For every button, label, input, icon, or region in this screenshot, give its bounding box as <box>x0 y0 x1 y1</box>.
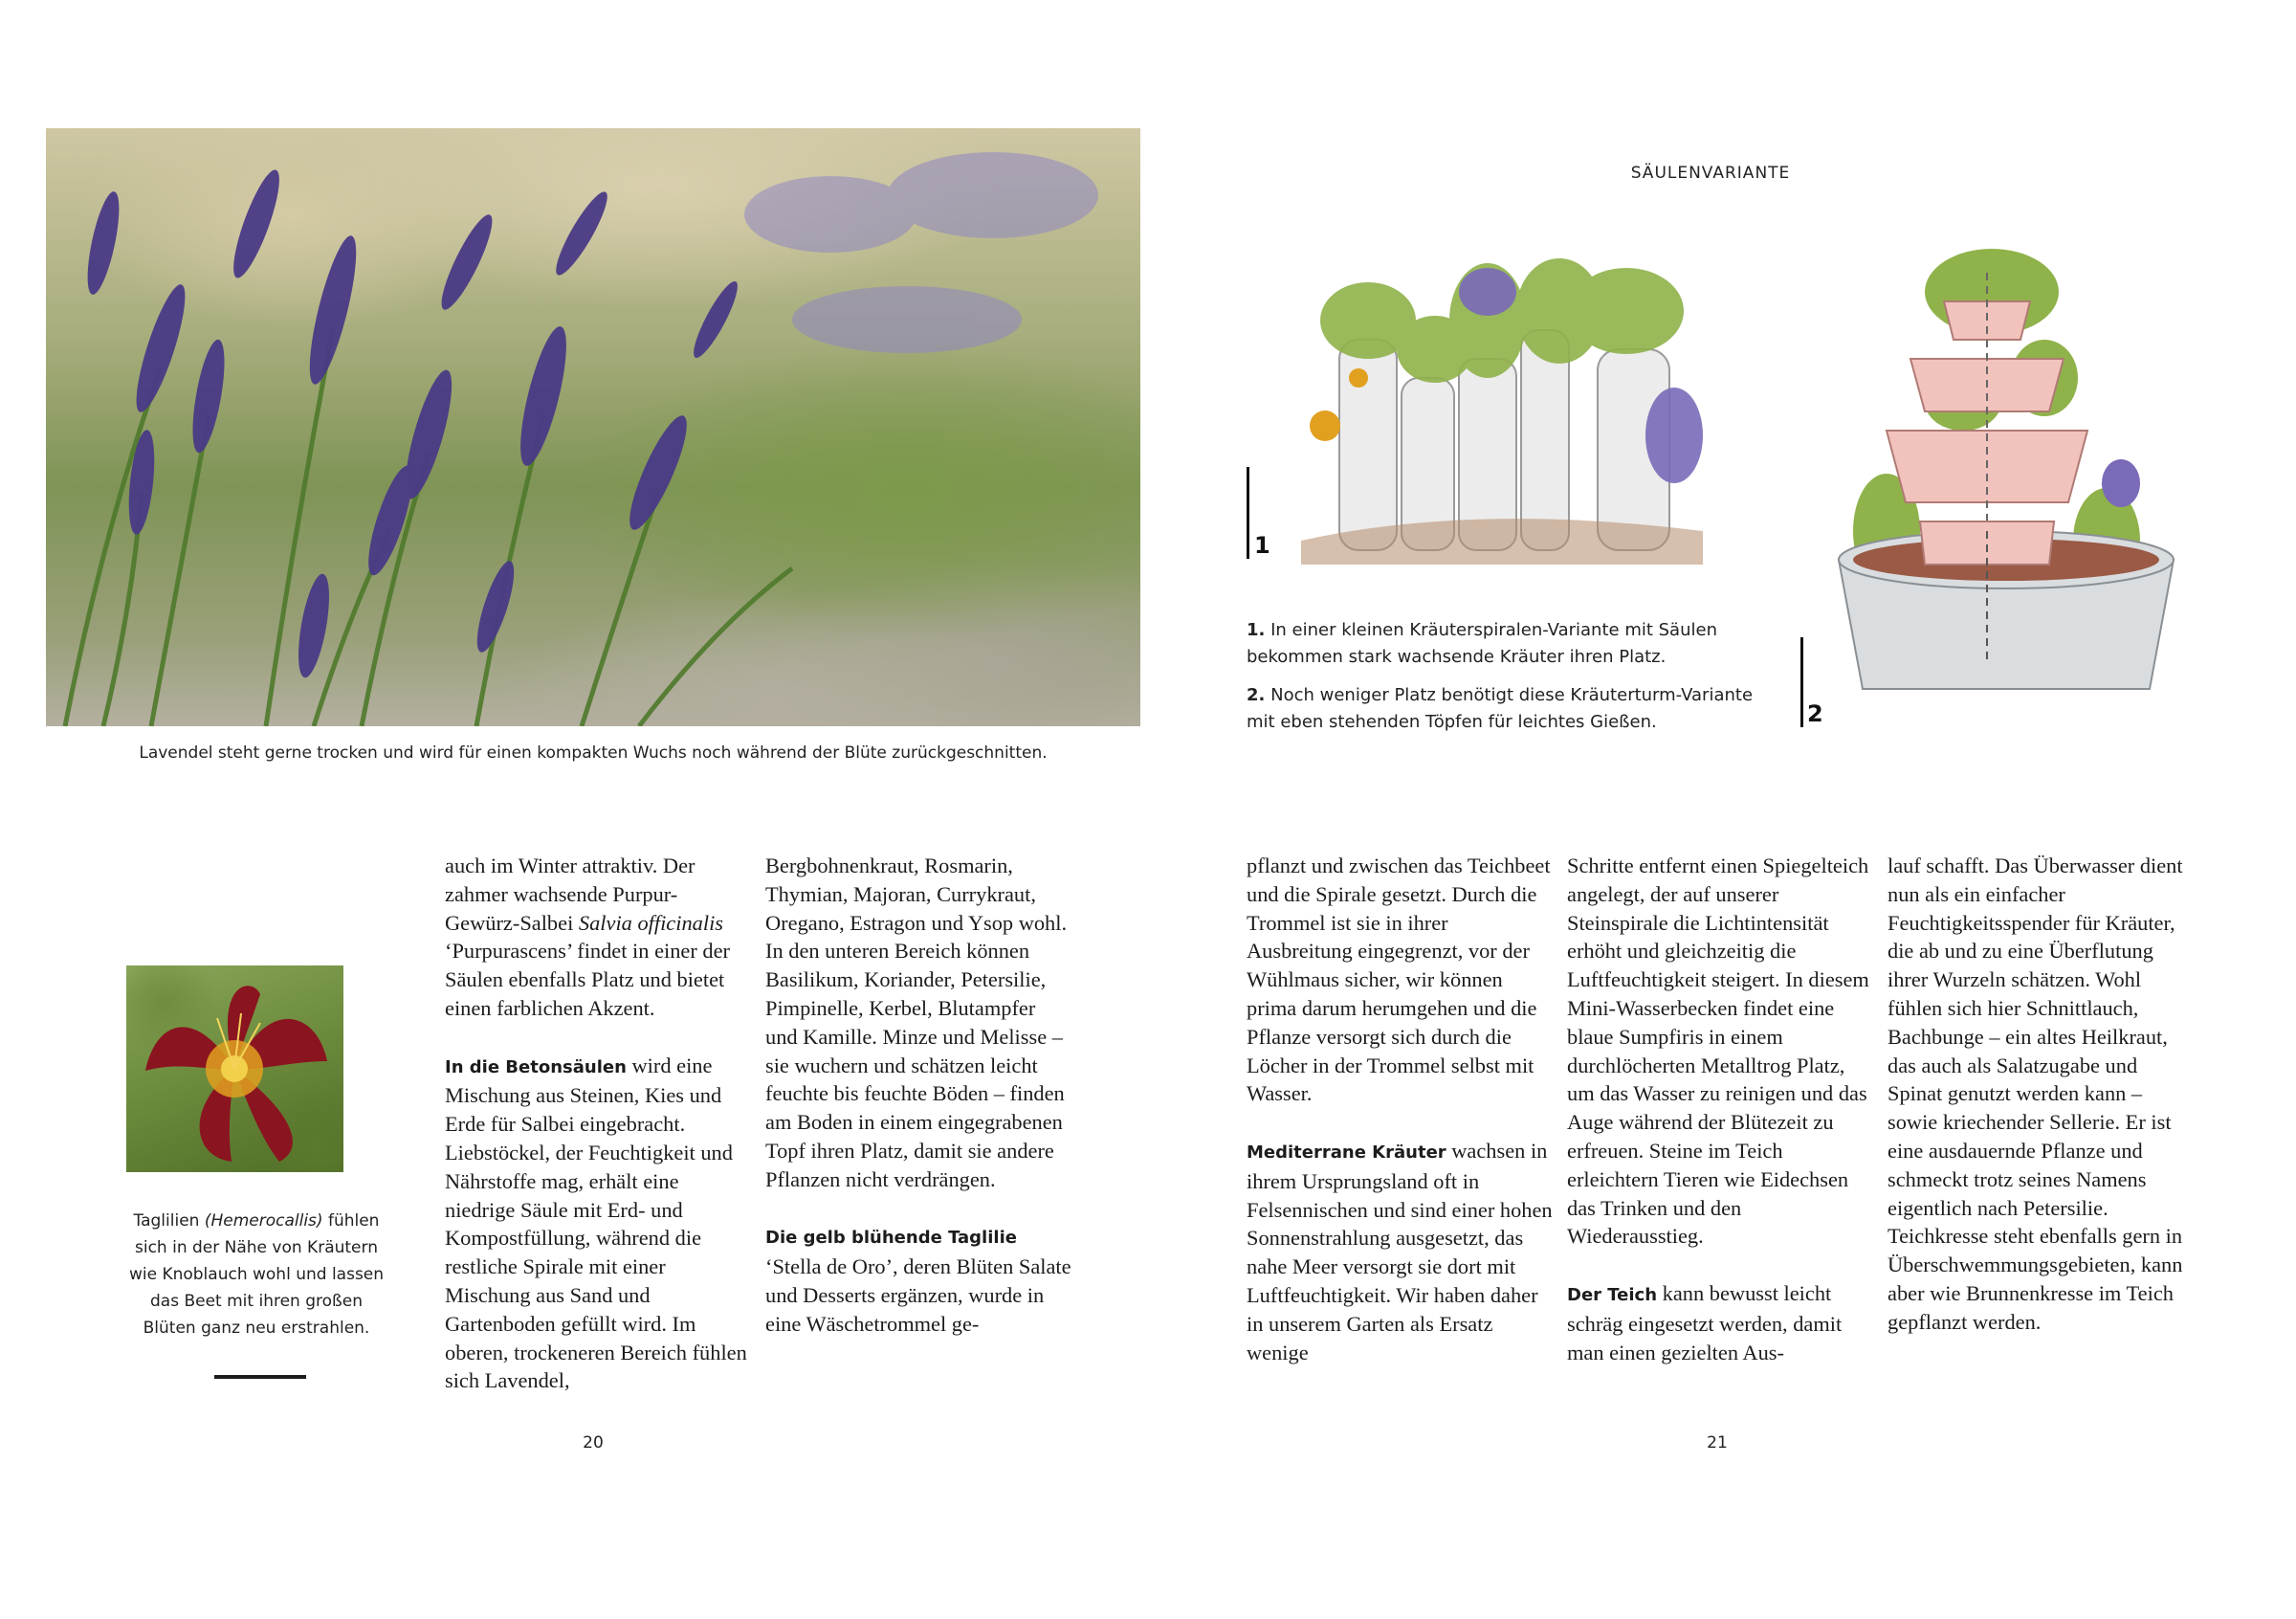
body-paragraph <box>1888 852 2194 1337</box>
left-column-1 <box>445 852 751 1395</box>
paragraph-text: Bergbohnenkraut, Rosmarin, Thymian, Majoran, Currykraut, Oregano, Estragon und Ysop wohl. In den unteren Bereich können Basilikum, Koriander, Petersilie, Pimpinelle, Kerbel, Blutampfer und Kamille. Minze und Melisse – sie wuchern und schätzen leicht feuchte bis feuchte Böden – finden am Boden in einem eingegrabenen Topf ihren Platz, damit sie andere Pflanzen nicht verdrängen. <box>765 854 1068 1191</box>
right-column-3 <box>1888 852 2194 1337</box>
body-paragraph <box>765 852 1071 1194</box>
body-paragraph <box>1247 1137 1553 1366</box>
marker-bar-1 <box>1247 467 1249 559</box>
paragraph-text: auch im Winter attraktiv. Der zahmer wachsende Purpur-Gewürz-Salbei <box>445 854 695 935</box>
left-column-2 <box>765 852 1071 1339</box>
legend-text-2: Noch weniger Platz benötigt diese Kräuterturm-Variante mit eben stehenden Töpfen für leichtes Gießen. <box>1247 685 1754 732</box>
daylily-caption-pre: Taglilien <box>133 1211 205 1231</box>
daylily-photo <box>126 965 343 1172</box>
caption-divider <box>214 1375 306 1379</box>
paragraph-lead: Der Teich <box>1567 1284 1658 1305</box>
paragraph-text: ‘Stella de Oro’, deren Blüten Salate und Desserts ergänzen, wurde in eine Wäschetrommel ge- <box>765 1254 1071 1336</box>
daylily-drawing <box>126 965 343 1172</box>
lavender-photo <box>46 128 1140 726</box>
daylily-caption-post: fühlen sich in der Nähe von Kräutern wie Knoblauch wohl und lassen das Beet mit ihren großen Blüten ganz neu erstrahlen. <box>128 1211 385 1338</box>
paragraph-lead: Mediterrane Kräuter <box>1247 1142 1446 1163</box>
paragraph-text: ‘Purpurascens’ findet in einer der Säulen ebenfalls Platz und bietet einen farblichen Akzent. <box>445 939 731 1020</box>
legend-num-1: 1. <box>1247 620 1266 640</box>
herb-tower-illustration <box>1829 244 2183 694</box>
latin-name: Salvia officinalis <box>578 910 724 935</box>
column-spiral-illustration <box>1282 234 1712 565</box>
marker-bar-2 <box>1800 637 1803 727</box>
lavender-photo-caption: Lavendel steht gerne trocken und wird für einen kompakten Wuchs noch während der Blüte zurückgeschnitten. <box>139 743 1048 763</box>
page-number-left: 20 <box>583 1433 604 1453</box>
paragraph-text: wachsen in ihrem Ursprungsland oft in Felsennischen und sind einer hohen Sonnenstrahlung ausgesetzt, das nahe Meer versorgt sie dort mit Luftfeuchtigkeit. Wir haben daher in unserem Garten als Ersatz wenige <box>1247 1138 1553 1364</box>
paragraph-text: Schritte entfernt einen Spiegelteich angelegt, der auf unserer Steinspirale die Lichtintensität erhöht und gleichzeitig die Luftfeuchtigkeit steigert. In diesem Mini-Wasserbecken findet eine blaue Sumpfiris in einem durchlöcherten Metalltrog Platz, um das Wasser zu reinigen und das Auge während der Blütezeit zu erfreuen. Steine im Teich erleichtern Tieren wie Eidechsen das Trinken und den Wiederausstieg. <box>1567 854 1869 1249</box>
paragraph-lead: In die Betonsäulen <box>445 1056 627 1077</box>
paragraph-lead: Die gelb blühende Taglilie <box>765 1228 1017 1249</box>
body-paragraph <box>445 1052 751 1396</box>
body-paragraph <box>1567 852 1873 1251</box>
marker-1: 1 <box>1254 532 1270 559</box>
body-paragraph <box>1567 1279 1873 1366</box>
daylily-caption-latin: (Hemerocallis) <box>204 1211 323 1231</box>
body-paragraph <box>765 1222 1071 1338</box>
marker-2: 2 <box>1807 700 1823 727</box>
legend-text-1: In einer kleinen Kräuterspiralen-Variante mit Säulen bekommen stark wachsende Kräuter ihren Platz. <box>1247 620 1717 667</box>
right-column-2 <box>1567 852 1873 1366</box>
daylily-caption <box>122 1208 390 1342</box>
page-number-right: 21 <box>1707 1433 1728 1453</box>
legend-item-2 <box>1247 682 1763 736</box>
paragraph-text: kann bewusst leicht schräg eingesetzt werden, damit man einen gezielten Aus- <box>1567 1280 1843 1364</box>
body-paragraph <box>445 852 751 1023</box>
paragraph-text: pflanzt und zwischen das Teichbeet und die Spirale gesetzt. Durch die Trommel ist sie in ihrer Ausbreitung eingegrenzt, vor der Wühlmaus sicher, wir können prima darum herumgehen und die Pflanze versorgt sich durch die Löcher in der Trommel selbst mit Wasser. <box>1247 854 1551 1106</box>
legend-item-1 <box>1247 617 1763 671</box>
lavender-drawing <box>46 128 1140 726</box>
legend-num-2: 2. <box>1247 685 1266 705</box>
paragraph-text: wird eine Mischung aus Steinen, Kies und Erde für Salbei eingebracht. Liebstöckel, der Feuchtigkeit und Nährstoffe mag, erhält eine niedrige Säule mit Erd- und Kompostfüllung, während die restliche Spirale mit einer Mischung aus Sand und Gartenboden gefüllt wird. Im oberen, trockeneren Bereich fühlen sich Lavendel, <box>445 1053 747 1393</box>
paragraph-text: lauf schafft. Das Überwasser dient nun als ein einfacher Feuchtigkeitsspender für Kräuter, die ab und zu eine Überflutung ihrer Wurzeln schätzen. Wohl fühlen sich hier Schnittlauch, Bachbunge – ein altes Heilkraut, das auch als Salatzugabe und Spinat genutzt werden kann – sowie kriechender Sellerie. Er ist eine ausdauernde Pflanze und schmeckt trotz seines Namens eigentlich nach Petersilie. Teichkresse steht ebenfalls gern in Überschwemmungsgebieten, kann aber wie Brunnenkresse im Teich gepflanzt werden. <box>1888 854 2183 1334</box>
right-column-1 <box>1247 852 1553 1366</box>
section-label: SÄULENVARIANTE <box>1630 164 1791 183</box>
body-paragraph <box>1247 852 1553 1108</box>
